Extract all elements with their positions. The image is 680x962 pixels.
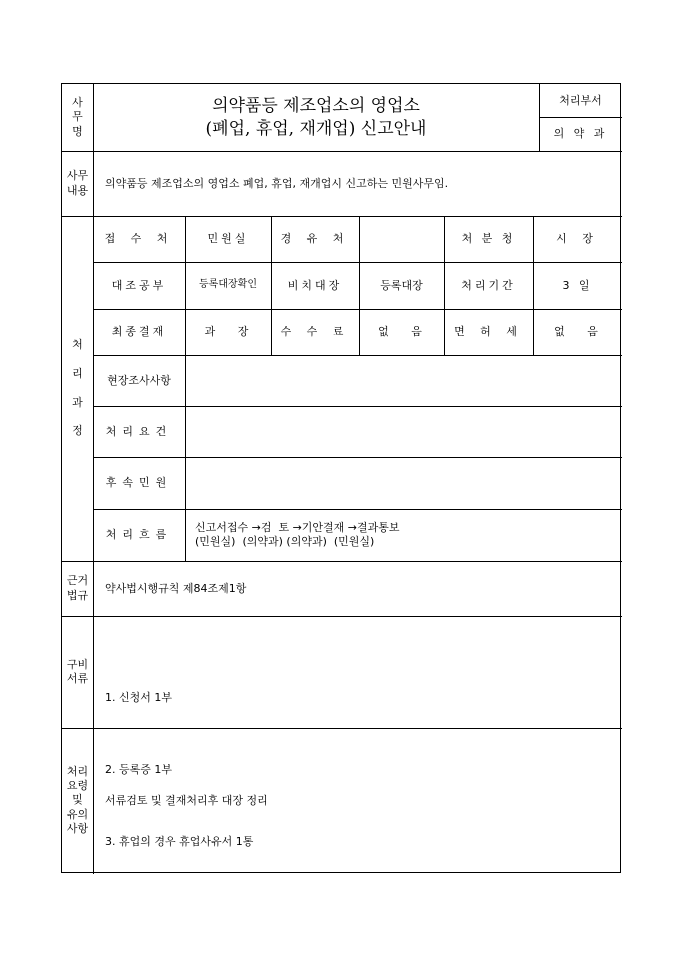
- via-label: 경 유 처: [280, 232, 350, 246]
- kept-ledger-value: 등록대장: [380, 278, 423, 292]
- process-label: 처 리 과 정: [72, 338, 83, 438]
- header-label: 사 무 명: [72, 96, 83, 138]
- period-label: 처리기간: [461, 278, 516, 292]
- basis-text: 약사법시행규칙 제84조제1항: [105, 581, 247, 595]
- flow-steps: 신고서접수 →검 토 →기안결재 →결과통보: [195, 521, 400, 535]
- page-title-line2: (폐업, 휴업, 재개업) 신고안내: [205, 118, 427, 139]
- kept-ledger-label: 비치대장: [287, 278, 343, 292]
- survey-label: 현장조사사항: [107, 373, 171, 387]
- content-text: 의약품등 제조업소의 영업소 폐업, 휴업, 재개업시 신고하는 민원사무임.: [105, 176, 449, 190]
- dept-value: 의 약 과: [553, 127, 608, 141]
- notes-label: 처리 요령 및 유의 사항: [66, 764, 89, 835]
- documents-label: 구비 서류: [66, 657, 89, 685]
- fee-value: 없 음: [378, 325, 425, 339]
- basis-label: 근거 법규: [66, 574, 89, 602]
- flow-label: 처리흐름: [105, 528, 173, 542]
- content-label: 사무 내용: [66, 169, 89, 197]
- final-approval-label: 최종결재: [111, 325, 167, 339]
- page-title: [93, 84, 539, 151]
- list-item: 3. 휴업의 경우 휴업사유서 1통: [105, 835, 254, 848]
- fee-label: 수 수 료: [280, 325, 350, 339]
- authority-label: 처 분 청: [461, 232, 516, 246]
- reception-value: 민원실: [207, 232, 249, 246]
- reception-label: 접 수 처: [104, 232, 174, 246]
- ledger-label: 대조공부: [111, 278, 167, 292]
- followup-label: 후속민원: [105, 476, 173, 490]
- license-tax-label: 면 허 세: [454, 325, 523, 339]
- divider: [62, 616, 622, 617]
- list-item: 1. 신청서 1부: [105, 691, 172, 704]
- ledger-value: 등록대장확인: [199, 279, 257, 291]
- dept-label: 처리부서: [559, 93, 602, 107]
- flow-departments: (민원실) (의약과) (의약과) (민원실): [195, 535, 375, 548]
- via-value: [359, 216, 444, 262]
- requirement-label: 처리요건: [105, 424, 173, 438]
- license-tax-value: 없 음: [554, 325, 601, 339]
- list-item: 2. 등록증 1부: [105, 763, 172, 776]
- notes-text: 서류검토 및 결재처리후 대장 정리: [105, 793, 268, 807]
- guide-form: [61, 83, 621, 873]
- final-approval-value: 과 장: [204, 325, 252, 339]
- page-title-line1: 의약품등 제조업소의 영업소: [212, 95, 420, 116]
- period-value: 3 일: [562, 278, 593, 292]
- authority-value: 시 장: [556, 232, 599, 246]
- flow-text: [185, 509, 622, 561]
